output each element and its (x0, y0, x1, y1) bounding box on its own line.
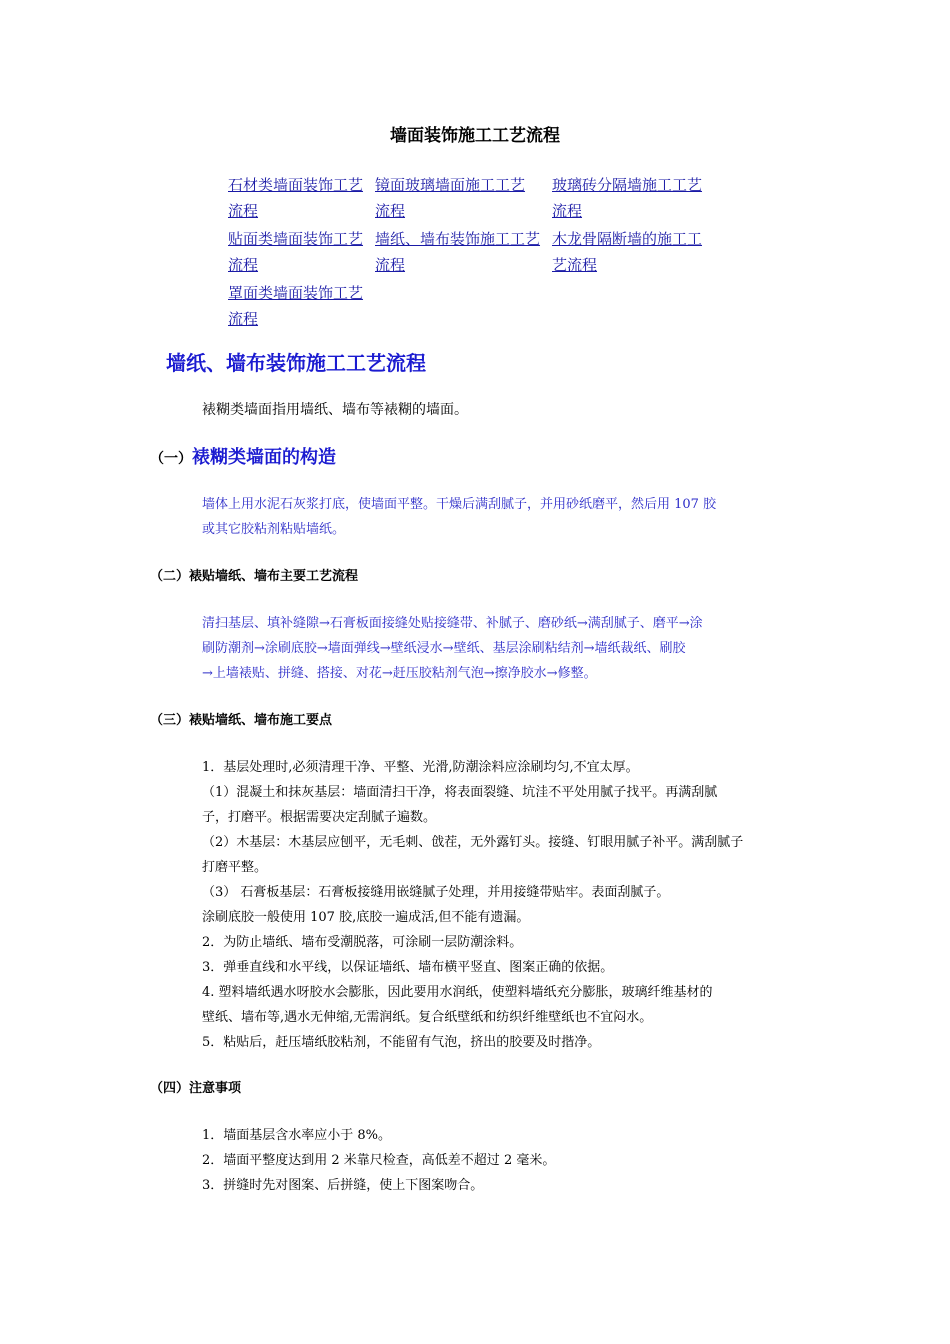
link-text: 流程 (228, 310, 259, 328)
heading-text: 裱糊类墙面的构造 (192, 447, 336, 468)
link-veneer-wall[interactable] (228, 226, 375, 278)
text-line: 墙体上用水泥石灰浆打底，使墙面平整。干燥后满刮腻子，并用砂纸磨平，然后用 107 胶 (202, 497, 717, 512)
link-text: 罩面类墙面装饰工艺 (228, 284, 364, 302)
list-item: 2．墙面平整度达到用 2 米靠尺检查，高低差不超过 2 毫米。 (202, 1153, 556, 1168)
link-text: 流程 (375, 202, 406, 220)
heading-construction (150, 444, 336, 473)
notes-list (202, 1123, 752, 1198)
text-line: 或其它胶粘剂粘贴墙纸。 (202, 522, 346, 537)
list-item: 3．弹垂直线和水平线，以保证墙纸、墙布横平竖直、图案正确的依据。 (202, 960, 614, 975)
link-wallpaper-wall[interactable] (375, 226, 552, 278)
link-text: 流程 (228, 256, 259, 274)
process-text (202, 611, 750, 686)
list-item: 壁纸、墙布等,遇水无伸缩,无需润纸。复合纸壁纸和纺织纤维壁纸也不宜闷水。 (202, 1010, 653, 1025)
link-glass-brick-wall[interactable] (552, 172, 728, 224)
link-text: 流程 (375, 256, 406, 274)
text-line: 刷防潮剂→涂刷底胶→墙面弹线→壁纸浸水→壁纸、基层涂刷粘结剂→墙纸裁纸、刷胶 (202, 641, 686, 656)
list-item: 子，打磨平。根据需要决定刮腻子遍数。 (202, 810, 437, 825)
list-item: （3） 石膏板基层：石膏板接缝用嵌缝腻子处理，并用接缝带贴牢。表面刮腻子。 (202, 885, 670, 900)
link-text: 流程 (552, 202, 583, 220)
link-text: 镜面玻璃墙面施工工艺 (375, 176, 526, 194)
list-item: （2）木基层：木基层应刨平，无毛刺、戗茬，无外露钉头。接缝、钉眼用腻子补平。满刮腻子 (202, 835, 744, 850)
link-wood-partition[interactable] (552, 226, 728, 278)
construction-text (202, 492, 750, 542)
list-item: （1）混凝土和抹灰基层：墙面清扫干净，将表面裂缝、坑洼不平处用腻子找平。再满刮腻 (202, 785, 718, 800)
link-text: 墙纸、墙布装饰施工工艺 (375, 230, 541, 248)
list-item: 3．拼缝时先对图案、后拼缝，使上下图案吻合。 (202, 1178, 484, 1193)
link-text: 玻璃砖分隔墙施工工艺 (552, 176, 703, 194)
list-item: 涂刷底胶一般使用 107 胶,底胶一遍成活,但不能有遗漏。 (202, 910, 530, 925)
heading-process: （二）裱贴墙纸、墙布主要工艺流程 (150, 569, 359, 584)
heading-key-points: （三）裱贴墙纸、墙布施工要点 (150, 713, 333, 728)
link-text: 石材类墙面装饰工艺 (228, 176, 364, 194)
list-item: 4. 塑料墙纸遇水呀胶水会膨胀，因此要用水润纸，使塑料墙纸充分膨胀，玻璃纤维基材的 (202, 985, 713, 1000)
link-text: 木龙骨隔断墙的施工工 (552, 230, 703, 248)
list-item: 5．粘贴后，赶压墙纸胶粘剂，不能留有气泡，挤出的胶要及时揩净。 (202, 1035, 601, 1050)
section-title: 墙纸、墙布装饰施工工艺流程 (166, 351, 426, 375)
related-links (228, 172, 728, 332)
link-text: 贴面类墙面装饰工艺 (228, 230, 364, 248)
intro-text: 裱糊类墙面指用墙纸、墙布等裱糊的墙面。 (202, 402, 468, 418)
list-item: 1．基层处理时,必须清理干净、平整、光滑,防潮涂料应涂刷均匀,不宜太厚。 (202, 760, 639, 775)
heading-notes: （四）注意事项 (150, 1081, 242, 1096)
text-line: 清扫基层、填补缝隙→石膏板面接缝处贴接缝带、补腻子、磨砂纸→满刮腻子、磨平→涂 (202, 616, 703, 631)
link-mirror-glass-wall[interactable] (375, 172, 552, 224)
key-points-list (202, 755, 752, 1055)
list-item: 打磨平整。 (202, 860, 268, 875)
link-text: 艺流程 (552, 256, 598, 274)
link-cover-wall[interactable] (228, 280, 375, 332)
link-text: 流程 (228, 202, 259, 220)
heading-prefix: （一） (150, 451, 192, 467)
list-item: 2．为防止墙纸、墙布受潮脱落，可涂刷一层防潮涂料。 (202, 935, 523, 950)
list-item: 1．墙面基层含水率应小于 8%。 (202, 1128, 392, 1143)
link-stone-wall[interactable] (228, 172, 375, 224)
text-line: →上墙裱贴、拼缝、搭接、对花→赶压胶粘剂气泡→擦净胶水→修整。 (202, 666, 597, 681)
page-title: 墙面装饰施工工艺流程 (390, 126, 560, 146)
